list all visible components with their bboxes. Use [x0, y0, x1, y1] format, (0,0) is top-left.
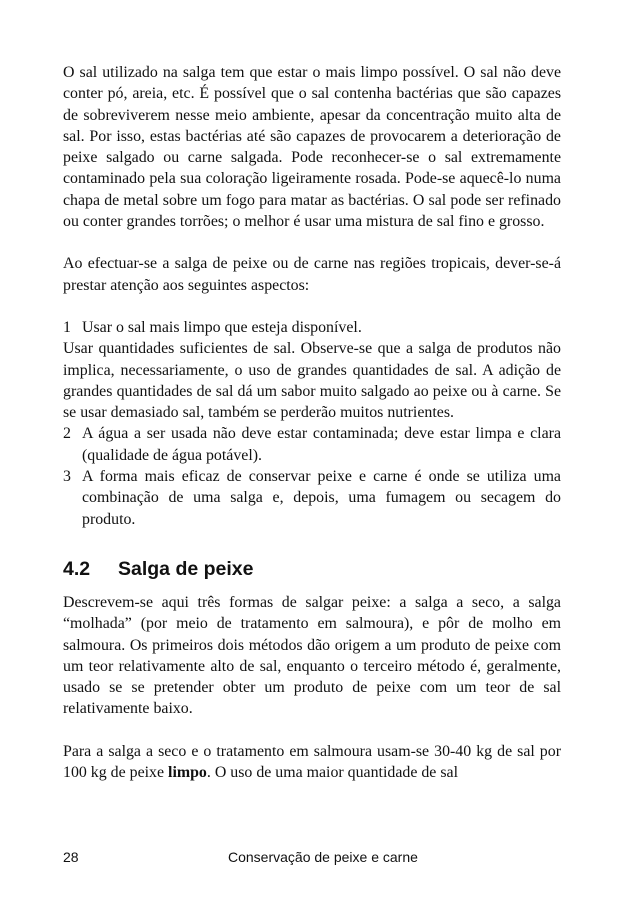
list-item-number: 2 — [63, 425, 71, 443]
page-number: 28 — [63, 849, 79, 865]
running-title: Conservação de peixe e carne — [228, 849, 418, 865]
list-item-text: Usar o sal mais limpo que esteja disponível. — [82, 318, 362, 336]
page-body — [63, 62, 561, 783]
list-item-continuation: Usar quantidades suficientes de sal. Observe-se que a salga de produtos não implica, necessariamente, o uso de grandes quantidades de sal. A adição de grandes quantidades de sal dá um sabor muito salgado ao peixe ou à carne. Se se usar demasiado sal, também se perderão muitos nutrientes. — [63, 340, 561, 422]
paragraph-text: Para a salga a seco e o tratamento em salmoura usam-se 30-40 kg de sal por 100 kg de peixe — [63, 742, 561, 782]
paragraph-dry-salting — [63, 741, 561, 784]
list-item-text: A água a ser usada não deve estar contaminada; deve estar limpa e clara (qualidade de água potável). — [82, 425, 561, 464]
list-item — [63, 466, 561, 530]
paragraph-text: . O uso de uma maior quantidade de sal — [206, 764, 458, 782]
list-item — [63, 317, 561, 338]
list-item-number: 3 — [63, 468, 71, 486]
section-heading — [63, 556, 561, 582]
paragraph-salt-cleanliness: O sal utilizado na salga tem que estar o mais limpo possível. O sal não deve conter pó, areia, etc. É possível que o sal contenha bactérias que são capazes de sobreviverem nesse meio ambiente, apesar da concentração muito alta de sal. Por isso, estas bactérias até são capazes de provocarem a deterioração de peixe salgado ou carne salgada. Pode reconhecer-se o sal extremamente contaminado pela sua coloração ligeiramente rosada. Pode-se aquecê-lo numa chapa de metal sobre um fogo para matar as bactérias. O sal pode ser refinado ou conter grandes torrões; o melhor é usar uma mistura de sal fino e grosso. — [63, 64, 561, 231]
paragraph-salting-methods: Descrevem-se aqui três formas de salgar peixe: a salga a seco, a salga “molhada” (por meio de tratamento em salmoura), e pôr de molho em salmoura. Os primeiros dois métodos dão origem a um produto de peixe com um teor relativamente alto de sal, enquanto o terceiro método é, geralmente, usado se se pretender obter um produto de peixe com um teor de sal relativamente baixo. — [63, 593, 561, 718]
aspects-list — [63, 317, 561, 530]
list-item-number: 1 — [63, 318, 71, 336]
list-item — [63, 423, 561, 466]
section-title: Salga de peixe — [118, 557, 254, 580]
list-item-text: A forma mais eficaz de conservar peixe e carne é onde se utiliza uma combinação de uma salga e, depois, uma fumagem ou secagem do produto. — [82, 468, 561, 528]
section-number: 4.2 — [63, 557, 91, 580]
bold-word: limpo — [168, 764, 207, 782]
paragraph-tropical-salting: Ao efectuar-se a salga de peixe ou de carne nas regiões tropicais, dever-se-á prestar atenção aos seguintes aspectos: — [63, 255, 561, 294]
